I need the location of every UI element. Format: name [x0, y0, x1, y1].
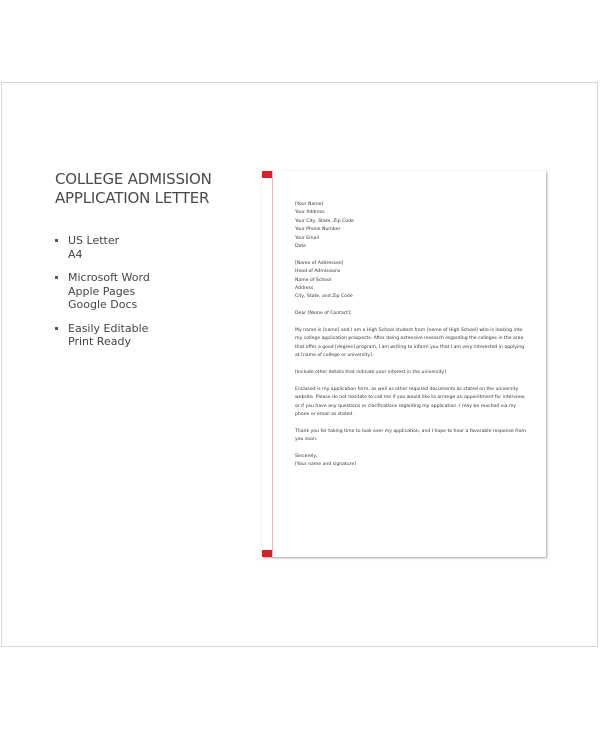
closing-line: [Your name and signature] — [295, 462, 357, 468]
feature-text: Google Docs — [68, 298, 138, 311]
feature-text: A4 — [68, 247, 83, 261]
page-title — [55, 170, 212, 208]
red-tab-bottom — [262, 550, 272, 557]
paragraph-line: Enclosed is my application form, as well as other required documents as stated on the university — [295, 386, 519, 392]
letter-body — [295, 201, 540, 478]
sender-block — [295, 201, 540, 251]
paragraph-line: or if you have any questions or clarifications regarding my application. I may be reached via my — [295, 403, 517, 409]
paragraph-line: that offer a good [degree] program, I am writing to inform you that I am very interested in applying — [295, 344, 525, 350]
sender-line: Date — [295, 244, 306, 250]
paragraph-line: phone or email as stated. — [295, 412, 354, 418]
sender-line: Your Email — [295, 235, 320, 241]
bullet-icon — [55, 327, 58, 330]
sender-line: Your City, State, Zip Code — [295, 218, 354, 224]
paragraph-line: website. Please do not hesitate to call me if you would like to arrange an appointment for interview, — [295, 395, 526, 401]
recipient-line: [Name of Addressee] — [295, 260, 344, 266]
bullet-icon — [55, 239, 58, 242]
paragraph — [295, 428, 540, 445]
feature-text: Easily Editable — [68, 321, 149, 335]
paragraph — [295, 369, 540, 377]
paragraph-line: My name is [name] and I am a High School student from [name of High School] who is looking into — [295, 328, 523, 334]
feature-text: Apple Pages — [68, 284, 136, 298]
letter-preview — [262, 171, 546, 557]
recipient-block — [295, 260, 540, 302]
recipient-line: Head of Admissions — [295, 269, 341, 275]
sender-line: [Your Name] — [295, 202, 324, 207]
recipient-line: Name of School — [295, 277, 332, 283]
feature-text: Microsoft Word — [68, 271, 150, 284]
title-line: COLLEGE ADMISSION — [55, 170, 212, 188]
feature-text: US Letter — [68, 234, 120, 247]
paragraph-line: [Include other details that indicate your interest in the university] — [295, 370, 447, 376]
recipient-line: City, State, and Zip Code — [295, 294, 353, 300]
paragraph-line: Thank you for taking time to look over my application, and I hope to hear a favorable response from — [295, 428, 526, 434]
closing — [295, 453, 540, 470]
feature-editing — [55, 322, 150, 349]
paragraph-line: you soon. — [295, 437, 318, 443]
sender-line: Your Phone Number — [295, 227, 341, 233]
paragraph-line: my college application prospects. After doing extensive research regarding the colleges in the area — [295, 336, 524, 342]
paragraph — [295, 386, 540, 420]
title-line: APPLICATION LETTER — [55, 189, 210, 207]
recipient-line: Address — [295, 286, 314, 292]
salutation: Dear [Name of Contact]; — [295, 311, 352, 317]
red-tab-top — [262, 171, 272, 178]
paragraph-line: at [name of college or university]. — [295, 353, 374, 359]
feature-list — [55, 234, 150, 359]
bullet-icon — [55, 276, 58, 279]
feature-apps — [55, 271, 150, 312]
margin-line — [272, 171, 273, 557]
feature-text: Print Ready — [68, 335, 131, 348]
closing-line: Sincerely, — [295, 454, 318, 460]
feature-formats — [55, 234, 150, 261]
paragraph — [295, 327, 540, 361]
sender-line: Your Address — [295, 210, 325, 216]
